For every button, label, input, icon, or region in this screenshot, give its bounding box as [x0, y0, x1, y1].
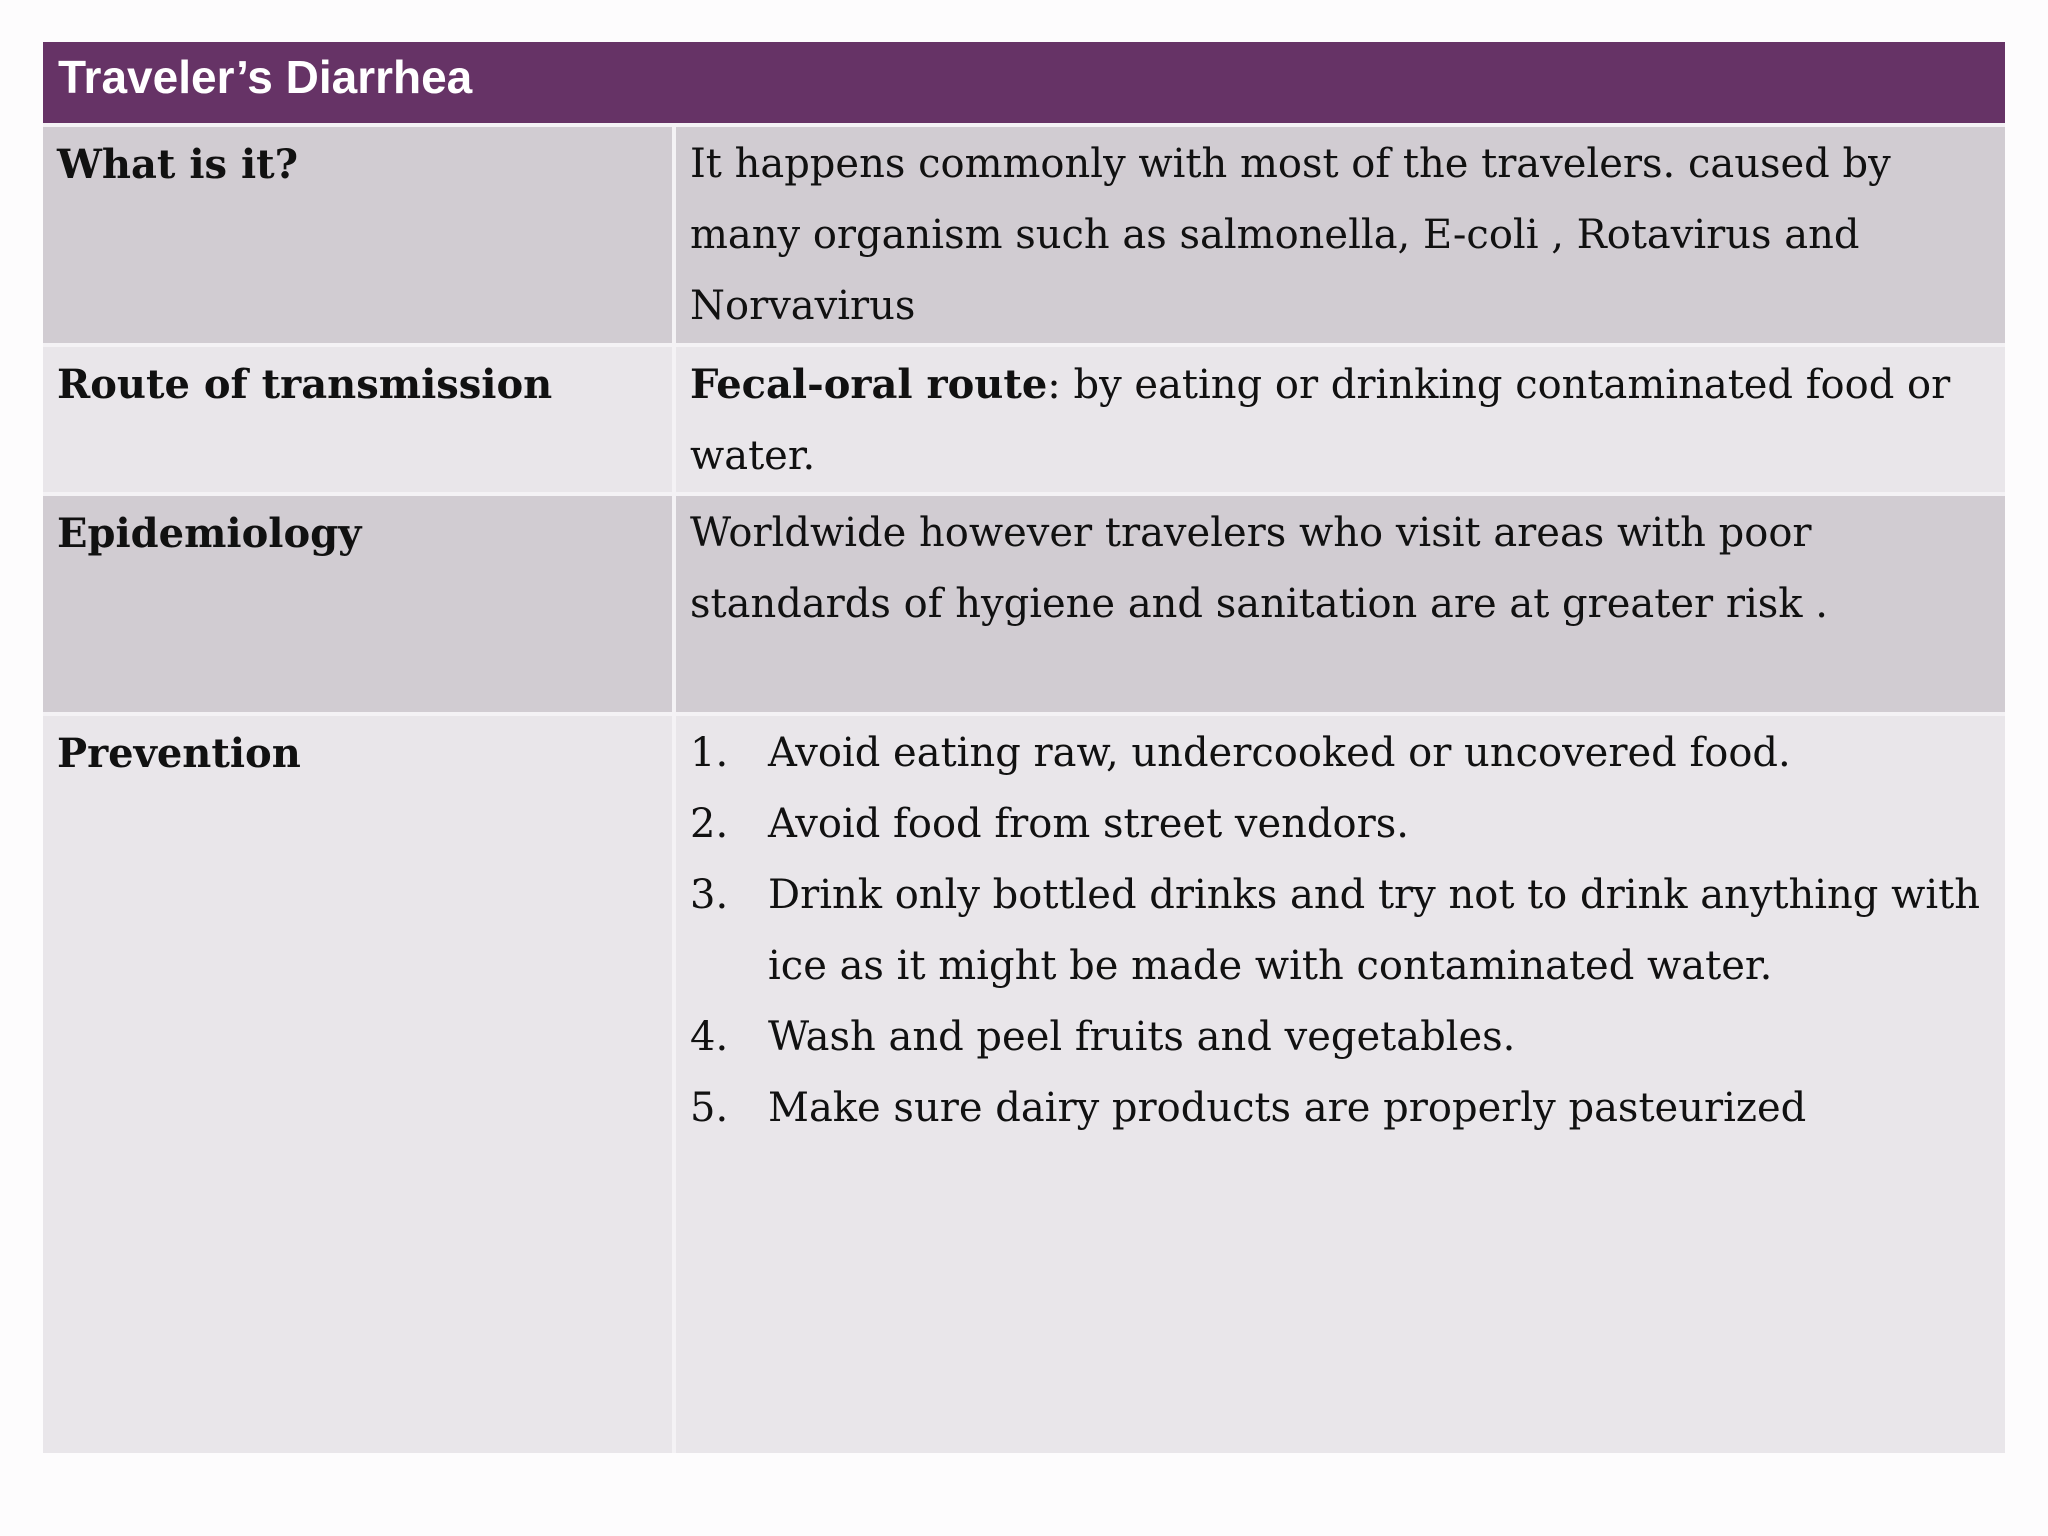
list-item-number: 5. — [690, 1085, 729, 1131]
list-item-number: 1. — [690, 730, 729, 776]
row-content-prevention — [676, 716, 2005, 1453]
list-item-number: 3. — [690, 872, 729, 918]
list-item — [690, 1002, 1991, 1073]
row-label-route: Route of transmission — [43, 347, 672, 492]
table-title: Traveler’s Diarrhea — [43, 42, 2005, 123]
list-item-text: Wash and peel fruits and vegetables. — [768, 1014, 1516, 1060]
list-item — [690, 789, 1991, 860]
list-item-number: 4. — [690, 1014, 729, 1060]
list-item — [690, 1073, 1991, 1144]
list-item-text: Avoid eating raw, undercooked or uncovered food. — [768, 730, 1791, 776]
list-item — [690, 718, 1991, 789]
prevention-list — [690, 718, 1991, 1144]
row-label-prevention: Prevention — [43, 716, 672, 1453]
row-content-what-is-it: It happens commonly with most of the travelers. caused by many organism such as salmonella, E-coli , Rotavirus and Norvavirus — [676, 127, 2005, 343]
row-content-epidemiology: Worldwide however travelers who visit areas with poor standards of hygiene and sanitation are at greater risk . — [676, 496, 2005, 712]
list-item — [690, 860, 1991, 1002]
row-content-route — [676, 347, 2005, 492]
row-label-what-is-it: What is it? — [43, 127, 672, 343]
list-item-text: Make sure dairy products are properly pasteurized — [768, 1085, 1807, 1131]
route-text: : by eating or drinking contaminated food or water. — [690, 362, 1951, 479]
list-item-text: Drink only bottled drinks and try not to drink anything with ice as it might be made with contaminated water. — [768, 872, 1980, 989]
list-item-number: 2. — [690, 801, 729, 847]
row-label-epidemiology: Epidemiology — [43, 496, 672, 712]
list-item-text: Avoid food from street vendors. — [768, 801, 1409, 847]
info-table — [43, 42, 2005, 1453]
route-bold-lead: Fecal-oral route — [690, 361, 1048, 408]
